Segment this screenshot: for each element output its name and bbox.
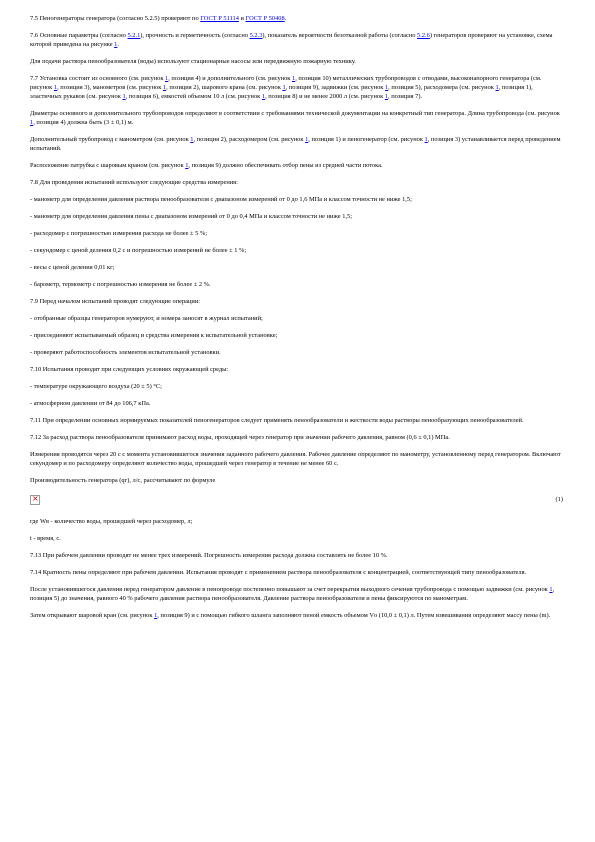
broken-image-icon [30, 495, 40, 505]
paragraph-text: После установившегося давления перед генератором давление в пенопроводе постепенно повышают за счет перекрытия выходного сечения трубопровода с помощью задвижки (см. рисунок [30, 586, 550, 593]
paragraph-text: Для подачи раствора пенообразователя (воды) используют стационарные насосы или передвижную пожарную технику. [30, 58, 356, 65]
paragraph-text: - отобранные образцы генераторов нумеруют, и номера заносят в журнал испытаний; [30, 315, 263, 322]
reference-link[interactable]: 1 [549, 586, 553, 593]
paragraph-text: , позиция 5), расходомера (см. рисунок [388, 84, 496, 91]
paragraph [30, 585, 565, 603]
paragraph-text: , позиция 1) и пеногенератор (см. рисунок [308, 136, 425, 143]
reference-link[interactable]: 1 [384, 93, 389, 100]
paragraph-text: ), прочность и герметичность (согласно [140, 32, 250, 39]
reference-link[interactable]: 1 [495, 84, 499, 91]
paragraph-text: , позиция 1), эластичных рукавов (см. рисунок [30, 84, 533, 100]
paragraph-text: Производительность генератора (qг), л/с, рассчитывают по формуле [30, 477, 216, 484]
paragraph [30, 109, 565, 127]
paragraph-text: , позиция 2), расходомером (см. рисунок [193, 136, 306, 143]
paragraph [30, 611, 565, 620]
paragraph [30, 246, 565, 255]
paragraph-text: , позиция 8) и не менее 2000 л (см. рисунок [265, 93, 385, 100]
reference-link[interactable]: 1 [384, 84, 389, 91]
paragraph [30, 195, 565, 204]
paragraph [30, 382, 565, 391]
paragraph-text: Дополнительный трубопровод с манометром (см. рисунок [30, 136, 191, 143]
paragraph [30, 551, 565, 560]
reference-link[interactable]: ГОСТ Р 51114 [200, 15, 239, 22]
paragraph [30, 476, 565, 485]
paragraph-text: - присоединяют испытываемый образец и средства измерения к испытательной установке; [30, 332, 278, 339]
paragraph [30, 517, 565, 526]
paragraph-text: - манометр для определения давления раствора пенообразователя с диапазоном измерений от 0 до 1,6 МПа и классом точности не ниже 1,5; [30, 196, 412, 203]
paragraph-text: , позиция 9) и с помощью гибкого шланга заполняют пеной емкость объемом Vо (10,0 ± 0,1) л. Путем взвешивания определяют массу пены (m). [157, 612, 551, 619]
text-block-after-formula [30, 517, 565, 620]
paragraph-text: , позиция 6), емкостей объемом 10 л (см. рисунок [125, 93, 262, 100]
reference-link[interactable]: 1 [114, 41, 118, 48]
paragraph [30, 416, 565, 425]
formula-row [30, 493, 565, 509]
paragraph [30, 450, 565, 468]
paragraph [30, 331, 565, 340]
paragraph-text: - атмосферном давлении от 84 до 106,7 кПа. [30, 400, 151, 407]
paragraph-text: , позиция 2), шарового крана (см. рисунок [166, 84, 283, 91]
formula-number: (1) [555, 496, 563, 503]
reference-link[interactable]: 1 [190, 136, 194, 143]
paragraph [30, 263, 565, 272]
paragraph [30, 14, 565, 23]
reference-link[interactable]: 1 [185, 162, 189, 169]
paragraph-text: 7.9 Перед началом испытаний проводят следующие операции: [30, 298, 201, 305]
paragraph [30, 178, 565, 187]
paragraph [30, 135, 565, 153]
reference-link[interactable]: 5.2.3 [249, 32, 263, 39]
paragraph-text: , позиция 10) металлических трубопроводов с отводами, высоконапорного генератора (см. рисунок [30, 75, 542, 91]
paragraph-text: 7.10 Испытания проводят при следующих условиях окружающей среды: [30, 366, 229, 373]
paragraph [30, 297, 565, 306]
paragraph-text: , позиция 9) должно обеспечивать отбор пены из средней части потока. [188, 162, 383, 169]
reference-link[interactable]: ГОСТ Р 50408 [245, 15, 285, 22]
paragraph-text: , позиция 5) до значения, равного 40 % рабочего давления раствора пенообразователя. Давление раствора пенообразователя и пены фиксируются по манометрам. [30, 586, 555, 602]
paragraph [30, 433, 565, 442]
paragraph-text: и [238, 15, 246, 22]
paragraph-text: , позиция 3), манометров (см. рисунок [57, 84, 163, 91]
text-block-before-formula [30, 14, 565, 485]
reference-link[interactable]: 1 [424, 136, 428, 143]
paragraph [30, 314, 565, 323]
paragraph-text: . [117, 41, 119, 48]
paragraph-text: Измерения проводятся через 20 с с момента установившегося значения заданного рабочего давления. Рабочее давление определяют по манометру, установленному перед генератором. Включают секундомер и по расходомеру определяют количество воды, прошедшей через генератор в течение не менее 60 с. [30, 451, 561, 467]
reference-link[interactable]: 1 [305, 136, 309, 143]
paragraph-text: 7.5 Пеногенераторы генератора (согласно 5.2.5) проверяют по [30, 15, 201, 22]
paragraph [30, 161, 565, 170]
paragraph-text: - проверяют работоспособность элементов испытательной установки. [30, 349, 221, 356]
paragraph-text: где Wв - количество воды, прошедшей через расходомер, л; [30, 518, 193, 525]
reference-link[interactable]: 1 [165, 75, 169, 82]
paragraph-text: , позиция 9), задвижки (см. рисунок [285, 84, 385, 91]
reference-link[interactable]: 5.2.1 [127, 32, 141, 39]
reference-link[interactable]: 1 [122, 93, 126, 100]
paragraph [30, 212, 565, 221]
reference-link[interactable]: 1 [154, 612, 158, 619]
paragraph-text: - расходомер с погрешностью измерения расхода не более ± 5 %; [30, 230, 208, 237]
paragraph-text: Диаметры основного и дополнительного трубопроводов определяют в соответствии с требованиями технической документации на конкретный тип генератора. Длина трубопровода (см. рисунок [30, 110, 560, 117]
paragraph-text: - манометр для определения давления пены с диапазоном измерений от 0 до 0,4 МПа и классом точности не ниже 1,5; [30, 213, 352, 220]
paragraph-text: 7.6 Основные параметры (согласно [30, 32, 128, 39]
reference-link[interactable]: 1 [282, 84, 286, 91]
paragraph-text: , позиция 3) устанавливается перед проведением испытаний. [30, 136, 561, 152]
paragraph-text: 7.7 Установка состоит из основного (см. рисунок [30, 75, 166, 82]
paragraph-text: , позиция 7). [388, 93, 423, 100]
paragraph-text: . [284, 15, 287, 22]
reference-link[interactable]: 1 [30, 119, 34, 126]
paragraph [30, 348, 565, 357]
paragraph-text: - весы с ценой деления 0,01 кг; [30, 264, 115, 271]
paragraph-text: 7.13 При рабочем давлении проводят не менее трех измерений. Погрешность измерения расхода должна составлять не более 10 %. [30, 552, 388, 559]
paragraph [30, 229, 565, 238]
paragraph-text: 7.11 При определении основных нормируемых показателей пеногенераторов следует применять пенообразователи и жесткости воды растворы пенообразующих пенообразователей. [30, 417, 524, 424]
paragraph-text: 7.8 Для проведения испытаний используют следующие средства измерения: [30, 179, 238, 186]
paragraph-text: t - время, с. [30, 535, 61, 542]
paragraph-text: , позиция 4) должна быть (3 ± 0,1) м. [33, 119, 134, 126]
paragraph-text: ) генераторов проверяют на установке, схема которой приведена на рисунке [30, 32, 553, 48]
paragraph-text: - температуре окружающего воздуха (20 ± 5) °С; [30, 383, 162, 390]
paragraph [30, 31, 565, 49]
paragraph-text: - барометр, термометр с погрешностью измерения не более ± 2 %. [30, 281, 211, 288]
reference-link[interactable]: 1 [162, 84, 167, 91]
paragraph [30, 365, 565, 374]
reference-link[interactable]: 1 [261, 93, 266, 100]
reference-link[interactable]: 1 [53, 84, 58, 91]
paragraph-text: 7.12 За расход раствора пенообразователя принимают расход воды, проходящей через генератор при значении рабочего давления, равном (0,6 ± 0,1) МПа. [30, 434, 450, 441]
paragraph-text: Затем открывают шаровой кран (см. рисунок [30, 612, 155, 619]
reference-link[interactable]: 5.2.6 [417, 32, 430, 39]
paragraph-text: Расположение патрубка с шаровым краном (см. рисунок [30, 162, 186, 169]
paragraph-text: 7.14 Кратность пены определяют при рабочем давлении. Испытания проводят с применением раствора пенообразователя с концентрацией, соответствующей типу пенообразователя. [30, 569, 527, 576]
paragraph [30, 399, 565, 408]
paragraph [30, 534, 565, 543]
reference-link[interactable]: 1 [292, 75, 296, 82]
paragraph-text: - секундомер с ценой деления 0,2 с и погрешностью измерений не более ± 1 %; [30, 247, 247, 254]
paragraph-text: ), показатель вероятности безотказной работы (согласно [262, 32, 418, 39]
paragraph [30, 568, 565, 577]
paragraph [30, 280, 565, 289]
paragraph [30, 74, 565, 101]
paragraph [30, 57, 565, 66]
paragraph-text: , позиция 4) и дополнительного (см. рисунок [168, 75, 292, 82]
